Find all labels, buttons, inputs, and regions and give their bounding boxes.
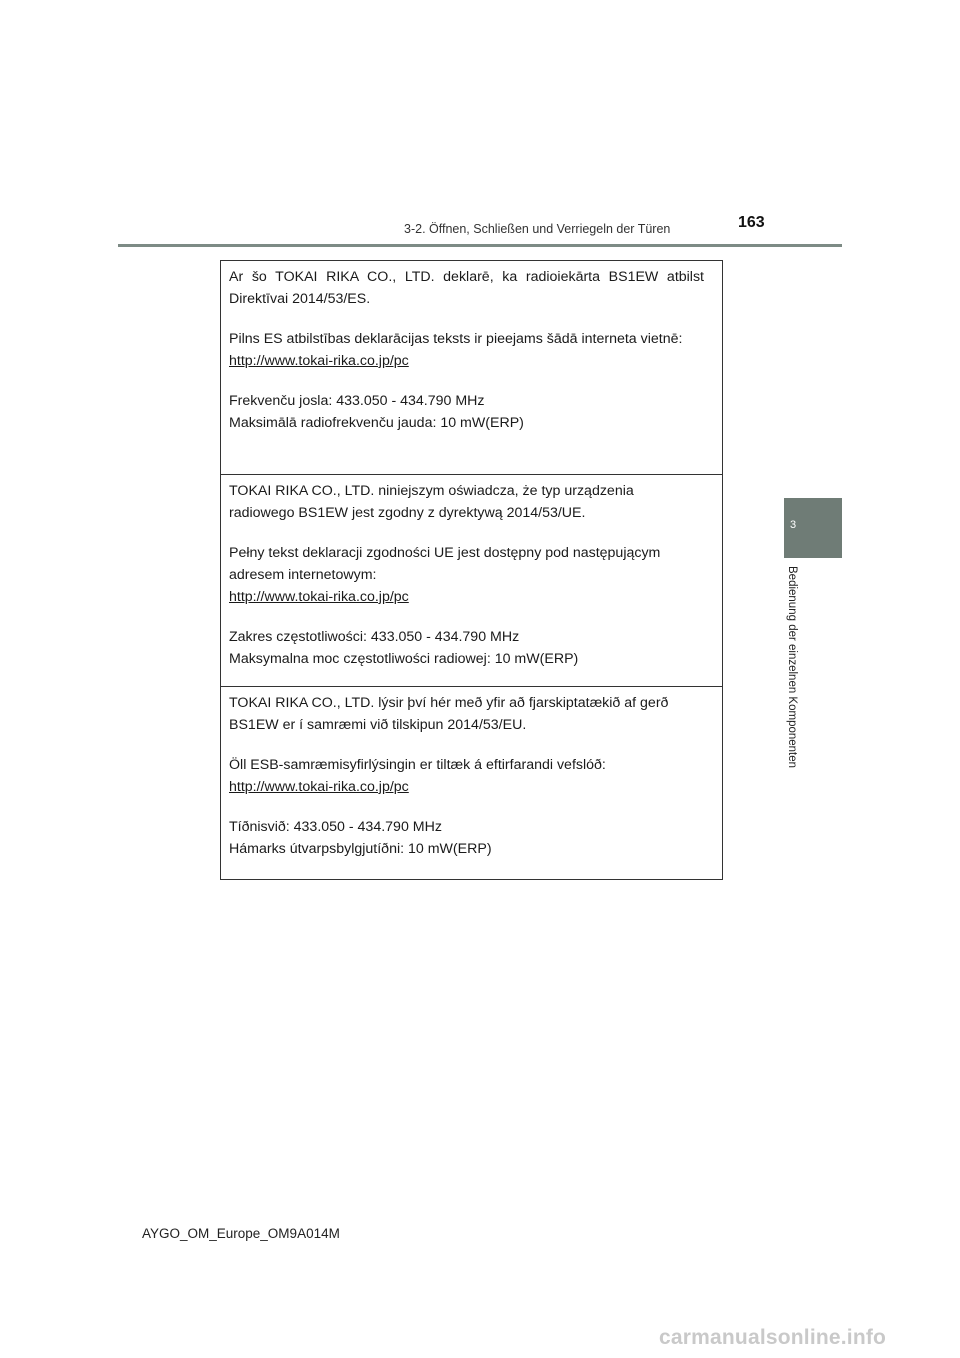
declaration-line: radiowego BS1EW jest zgodny z dyrektywą 2014/53/UE. [229, 505, 586, 521]
full-text-notice-line: adresem internetowym: [229, 567, 377, 583]
chapter-number: 3 [790, 519, 797, 531]
declaration-line: TOKAI RIKA CO., LTD. lýsir því hér með yfir að fjarskiptatækið af gerð [229, 695, 669, 711]
full-text-notice-text: Öll ESB-samræmisyfirlýsingin er tiltæk á eftirfarandi vefslóð: [229, 757, 606, 773]
document-code: AYGO_OM_Europe_OM9A014M [142, 1226, 340, 1241]
notice-latvian [221, 261, 722, 475]
conformity-notice-box [220, 260, 723, 880]
full-text-notice-line: Pełny tekst deklaracji zgodności UE jest dostępny pod następującym [229, 545, 661, 561]
radio-specs [229, 390, 704, 434]
full-text-notice [229, 542, 704, 608]
section-title: 3-2. Öffnen, Schließen und Verriegeln der Türen [404, 222, 671, 236]
radio-specs [229, 626, 704, 670]
page-number: 163 [738, 214, 765, 231]
notice-polish [221, 475, 722, 687]
declaration-line: TOKAI RIKA CO., LTD. niniejszym oświadcza, że typ urządzenia [229, 483, 634, 499]
frequency-band: Zakres częstotliwości: 433.050 - 434.790 MHz [229, 629, 520, 645]
chapter-title: Bedienung der einzelnen Komponenten [786, 566, 798, 769]
full-text-notice-text: Pilns ES atbilstības deklarācijas teksts ir pieejams šādā interneta vietnē: [229, 331, 683, 347]
max-power: Hámarks útvarpsbylgjutíðni: 10 mW(ERP) [229, 841, 492, 857]
declaration-line: BS1EW er í samræmi við tilskipun 2014/53/EU. [229, 717, 527, 733]
full-text-notice [229, 328, 704, 372]
frequency-band: Frekvenču josla: 433.050 - 434.790 MHz [229, 393, 485, 409]
notice-icelandic [221, 687, 722, 879]
declaration-url-link[interactable]: http://www.tokai-rika.co.jp/pc [229, 353, 409, 369]
declaration-url-link[interactable]: http://www.tokai-rika.co.jp/pc [229, 779, 409, 795]
declaration-text [229, 480, 704, 524]
declaration-text: Ar šo TOKAI RIKA CO., LTD. deklarē, ka radioiekārta BS1EW atbilst Direktīvai 2014/53/ES. [229, 269, 704, 307]
frequency-band: Tíðnisvið: 433.050 - 434.790 MHz [229, 819, 442, 835]
max-power: Maksimālā radiofrekvenču jauda: 10 mW(ERP) [229, 415, 524, 431]
watermark: carmanualsonline.info [659, 1326, 887, 1349]
full-text-notice [229, 754, 704, 798]
declaration-url-link[interactable]: http://www.tokai-rika.co.jp/pc [229, 589, 409, 605]
declaration-text [229, 692, 704, 736]
max-power: Maksymalna moc częstotliwości radiowej: 10 mW(ERP) [229, 651, 579, 667]
radio-specs [229, 816, 704, 860]
header-divider [118, 244, 842, 247]
